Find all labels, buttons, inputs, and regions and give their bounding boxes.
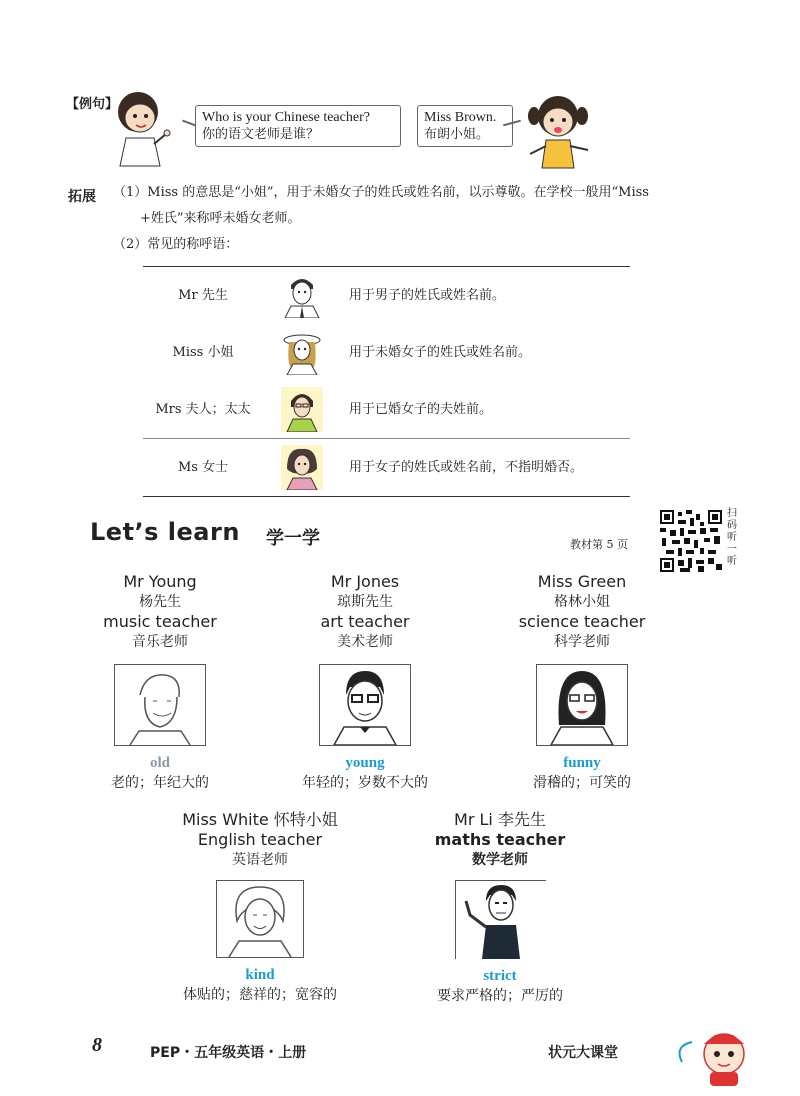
table-row: [143, 381, 630, 438]
mascot-illustration: [672, 1022, 772, 1088]
girl-illustration: [518, 90, 598, 170]
term-label: Mr 先生: [178, 288, 228, 303]
lets-learn-title: Let’s learn: [90, 518, 240, 546]
teacher-card-mr-young: [80, 572, 240, 794]
teacher-name: Miss White 怀特小姐: [182, 810, 338, 829]
adjective-english: old: [149, 755, 170, 771]
extension-point1-line2: +姓氏”来称呼未婚女老师。: [140, 211, 301, 226]
adjective-chinese: 年轻的；岁数不大的: [302, 775, 428, 791]
teacher-name: Miss Green: [537, 572, 627, 591]
kind-woman-portrait-icon: [217, 881, 303, 957]
woman-with-glasses-portrait-icon: [537, 665, 627, 745]
table-row: [143, 438, 630, 496]
question-bubble: [195, 105, 401, 147]
portrait-frame: [114, 664, 206, 746]
woman-portrait-icon: [281, 445, 323, 490]
adjective-english: kind: [245, 967, 275, 983]
example-label: 【例句】: [66, 97, 119, 112]
young-woman-portrait-icon: [281, 330, 323, 375]
teacher-name-chinese: 格林小姐: [554, 594, 610, 610]
teacher-role-chinese: 音乐老师: [132, 634, 188, 650]
teacher-role: maths teacher: [434, 830, 566, 849]
teacher-name: Mr Young: [123, 572, 197, 591]
adjective-chinese: 要求严格的；严厉的: [437, 988, 563, 1004]
teacher-role: English teacher: [197, 830, 323, 849]
book-title: PEP・五年级英语・上册: [150, 1045, 307, 1061]
brand-name: 状元大课堂: [548, 1045, 618, 1061]
teacher-role-chinese: 科学老师: [554, 634, 610, 650]
teacher-name-chinese: 杨先生: [139, 594, 181, 610]
teacher-name: Mr Li 李先生: [454, 810, 546, 829]
adjective-chinese: 体贴的；慈祥的；宽容的: [183, 987, 337, 1003]
portrait-frame: [216, 880, 304, 958]
extension-label: 拓展: [68, 189, 96, 205]
term-description: 用于女子的姓氏或姓名前，不指明婚否。: [349, 460, 584, 475]
teacher-card-miss-white: [160, 810, 360, 1006]
married-woman-portrait-icon: [281, 387, 323, 432]
teacher-name: Mr Jones: [330, 572, 400, 591]
term-description: 用于未婚女子的姓氏或姓名前。: [349, 345, 532, 360]
teacher-card-miss-green: [502, 572, 662, 794]
lets-learn-subtitle: 学一学: [266, 528, 320, 549]
adjective-chinese: 滑稽的；可笑的: [533, 775, 631, 791]
adjective-chinese: 老的；年纪大的: [111, 775, 209, 791]
page-number: 8: [92, 1034, 102, 1056]
portrait-frame: [319, 664, 411, 746]
extension-point1-line1: （1）Miss 的意思是“小姐”，用于未婚女子的姓氏或姓名前，以示尊敬。在学校一般用“Miss: [113, 185, 649, 200]
old-man-portrait-icon: [115, 665, 205, 745]
adjective-english: funny: [563, 755, 601, 771]
answer-english: Miss Brown.: [424, 110, 497, 125]
teacher-name-chinese: 琼斯先生: [337, 594, 393, 610]
adjective-english: strict: [483, 968, 517, 984]
strict-man-portrait-icon: [456, 881, 546, 959]
man-portrait-icon: [281, 273, 323, 318]
teacher-role: art teacher: [320, 612, 410, 631]
table-row: [143, 267, 630, 324]
term-label: Miss 小姐: [172, 345, 234, 360]
young-man-portrait-icon: [320, 665, 410, 745]
term-description: 用于男子的姓氏或姓名前。: [349, 288, 506, 303]
term-description: 用于已婚女子的夫姓前。: [349, 402, 493, 417]
answer-bubble: [417, 105, 513, 147]
question-chinese: 你的语文老师是谁？: [202, 127, 320, 142]
adjective-english: young: [345, 755, 385, 771]
qr-code-icon[interactable]: [660, 510, 722, 572]
term-label: Mrs 夫人；太太: [155, 402, 251, 417]
portrait-frame: [536, 664, 628, 746]
answer-chinese: 布朗小姐。: [424, 127, 490, 142]
extension-point2: （2）常见的称呼语：: [113, 237, 239, 252]
question-bubble-tail: [182, 120, 196, 127]
question-english: Who is your Chinese teacher?: [202, 110, 370, 125]
portrait-frame: [455, 880, 546, 959]
teacher-role-chinese: 美术老师: [337, 634, 393, 650]
teacher-card-mr-jones: [285, 572, 445, 794]
teacher-role: science teacher: [518, 612, 646, 631]
teacher-card-mr-li: [400, 810, 600, 1007]
term-label: Ms 女士: [177, 460, 229, 475]
teacher-role-chinese: 数学老师: [472, 852, 528, 868]
teacher-role: music teacher: [103, 612, 217, 631]
address-terms-table: [143, 266, 630, 497]
scan-to-listen-label: 扫码听一听: [727, 508, 737, 567]
textbook-page-reference: 教材第 5 页: [570, 538, 628, 551]
teacher-role-chinese: 英语老师: [232, 852, 288, 868]
table-row: [143, 324, 630, 381]
boy-illustration: [106, 88, 172, 168]
